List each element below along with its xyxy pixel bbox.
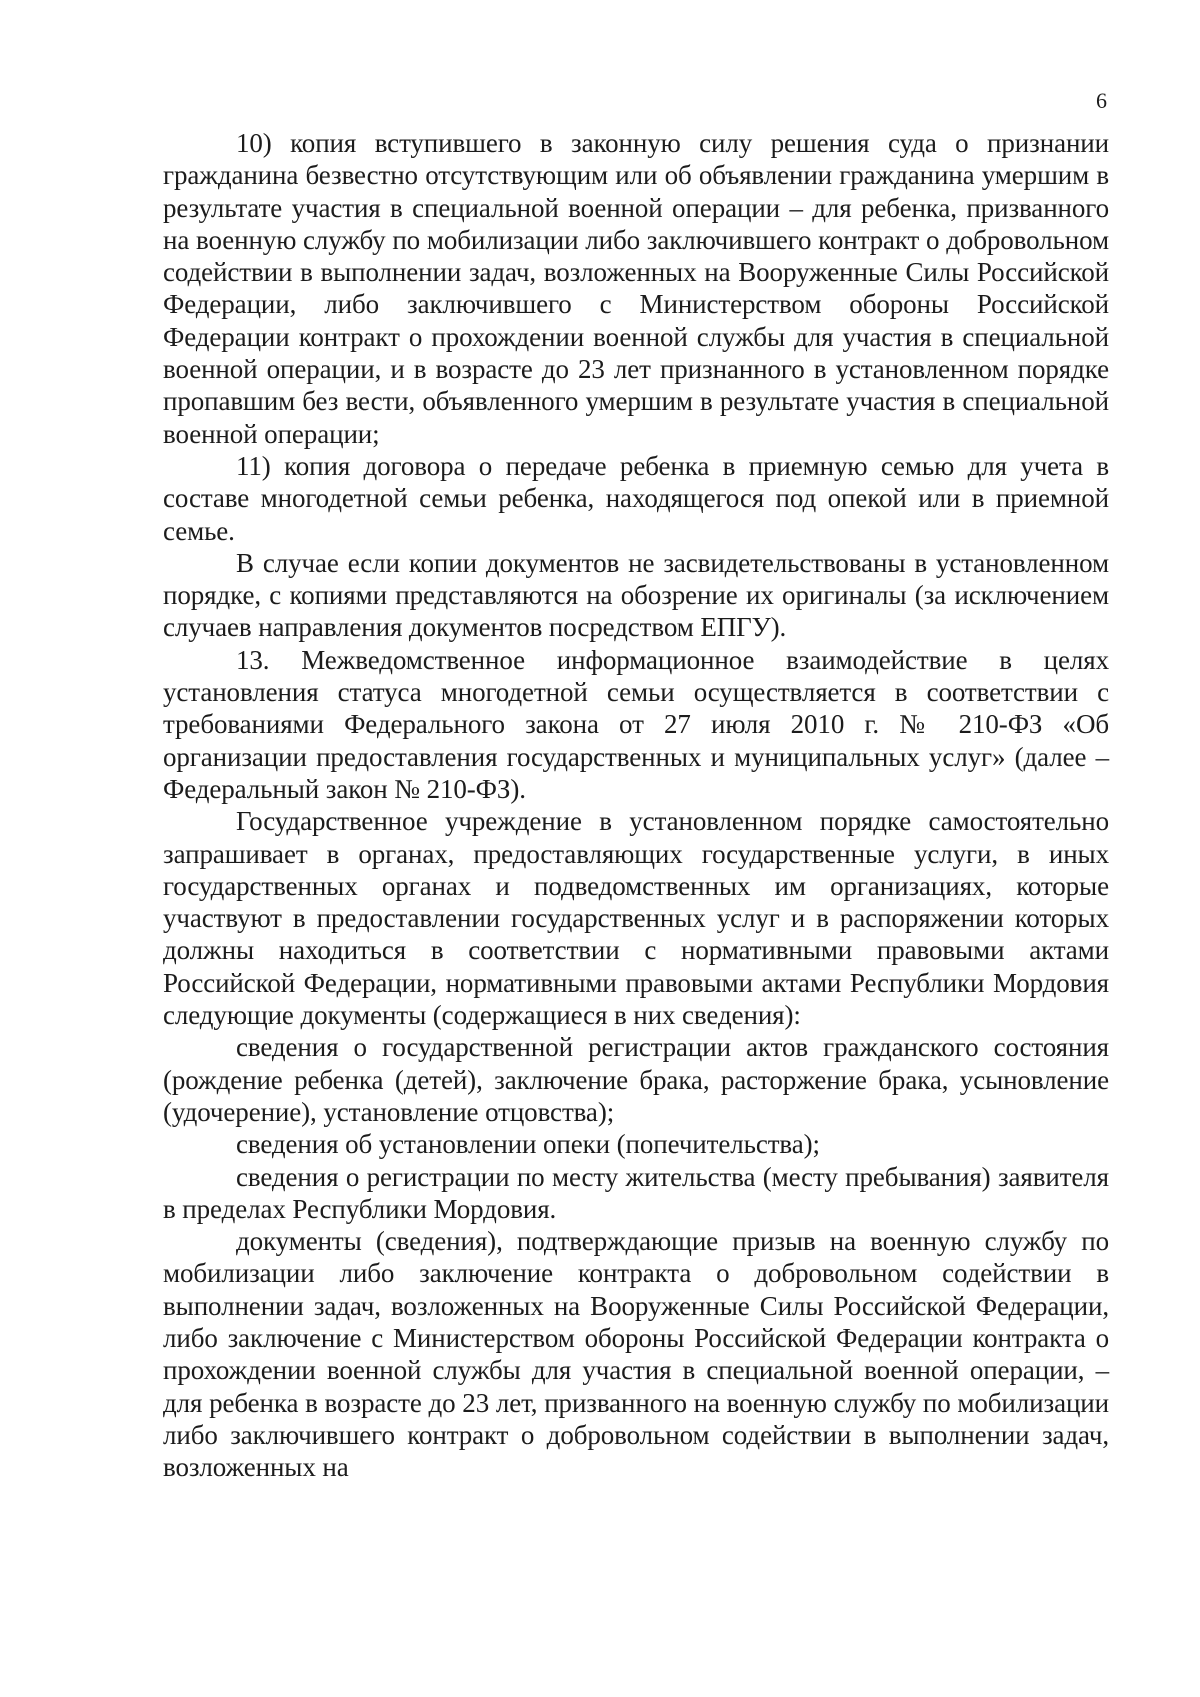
list-item-civil-registration: сведения о государственной регистрации актов гражданского состояния (рождение ребенка (детей), заключение брака, расторжение брака, усыновление (удочерение), установление отцовства); bbox=[163, 1032, 1109, 1127]
paragraph-institution-requests: Государственное учреждение в установленном порядке самостоятельно запрашивает в органах, предоставляющих государственные услуги, в иных государственных органах и подведомственных им организациях, которые участвуют в предоставлении государственных услуг и в распоряжении которых должны находиться в соответствии с нормативными правовыми актами Российской Федерации, нормативными правовыми актами Республики Мордовия следующие документы (содержащиеся в них сведения): bbox=[163, 806, 1109, 1031]
paragraph-section-13: 13. Межведомственное информационное взаимодействие в целях установления статуса многодетной семьи осуществляется в соответствии с требованиями Федерального закона от 27 июля 2010 г. № 210-ФЗ «Об организации предоставления государственных и муниципальных услуг» (далее – Федеральный закон № 210-ФЗ). bbox=[163, 644, 1109, 804]
page-number: 6 bbox=[1096, 88, 1107, 113]
paragraph-item-11: 11) копия договора о передаче ребенка в приемную семью для учета в составе многодетной семьи ребенка, находящегося под опекой или в приемной семье. bbox=[163, 450, 1109, 546]
paragraph-item-10: 10) копия вступившего в законную силу решения суда о признании гражданина безвестно отсутствующим или об объявлении гражданина умершим в результате участия в специальной военной операции – для ребенка, призванного на военную службу по мобилизации либо заключившего контракт о добровольном содействии в выполнении задач, возложенных на Вооруженные Силы Российской Федерации, либо заключившего с Министерством обороны Российской Федерации контракт о прохождении военной службы для участия в специальной военной операции, и в возрасте до 23 лет признанного в установленном порядке пропавшим без вести, объявленного умершим в результате участия в специальной военной операции; bbox=[163, 128, 1109, 449]
paragraph-certification-note: В случае если копии документов не засвидетельствованы в установленном порядке, с копиями представляются на обозрение их оригиналы (за исключением случаев направления документов посредством ЕПГУ). bbox=[163, 547, 1109, 643]
document-body bbox=[163, 127, 1109, 1483]
list-item-residence-registration: сведения о регистрации по месту жительства (месту пребывания) заявителя в пределах Республики Мордовия. bbox=[163, 1161, 1109, 1224]
list-item-guardianship: сведения об установлении опеки (попечительства); bbox=[236, 1129, 820, 1160]
list-item-mobilization-documents: документы (сведения), подтверждающие призыв на военную службу по мобилизации либо заключение контракта о добровольном содействии в выполнении задач, возложенных на Вооруженные Силы Российской Федерации, либо заключение с Министерством обороны Российской Федерации контракта о прохождении военной службы для участия в специальной военной операции, – для ребенка в возрасте до 23 лет, призванного на военную службу по мобилизации либо заключившего контракт о добровольном содействии в выполнении задач, возложенных на bbox=[163, 1226, 1109, 1483]
